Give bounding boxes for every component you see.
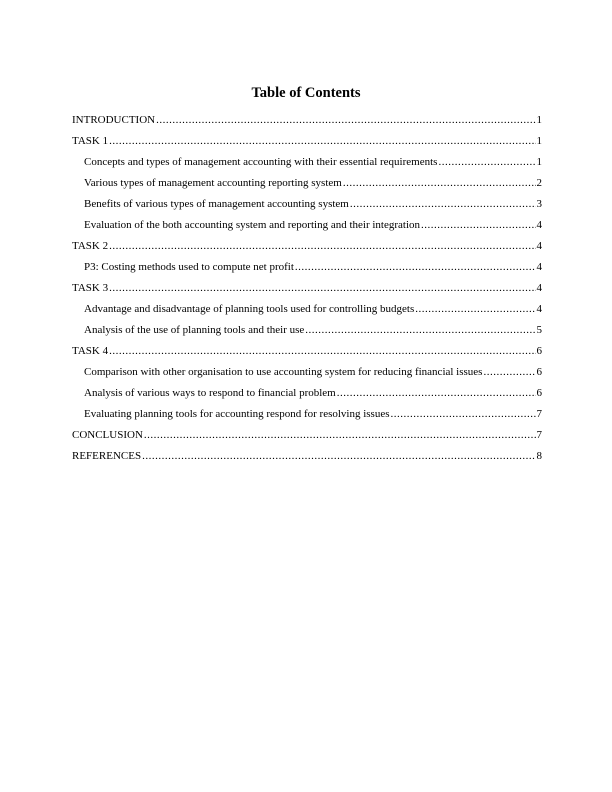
toc-page-number: 6 (536, 345, 542, 357)
toc-entry-label: P3: Costing methods used to compute net profit (84, 261, 294, 273)
toc-entry-label: REFERENCES (72, 450, 142, 462)
toc-dot-leader (109, 280, 535, 296)
toc-entry-introduction[interactable] (72, 112, 542, 133)
toc-entry-label: Evaluation of the both accounting system and reporting and their integration (84, 219, 421, 231)
toc-entry-label: CONCLUSION (72, 429, 143, 441)
toc-page-number: 7 (536, 429, 542, 441)
toc-entry-label: TASK 2 (72, 240, 109, 252)
toc-page-number: 8 (536, 450, 542, 462)
toc-dot-leader (109, 133, 535, 149)
toc-page-number: 4 (536, 240, 542, 252)
toc-entry-task-1[interactable] (72, 133, 542, 154)
toc-entry-label: TASK 1 (72, 135, 109, 147)
toc-page-number: 7 (536, 408, 542, 420)
toc-title: Table of Contents (251, 85, 361, 101)
toc-entry-financial-problem[interactable] (72, 385, 542, 406)
toc-entry-analysis-planning-tools[interactable] (72, 322, 542, 343)
toc-page-number: 1 (536, 114, 542, 126)
toc-entry-reporting-system[interactable] (72, 175, 542, 196)
toc-dot-leader (142, 448, 535, 464)
toc-dot-leader (337, 385, 536, 401)
toc-entry-benefits[interactable] (72, 196, 542, 217)
toc-dot-leader (144, 427, 536, 443)
toc-page-number: 5 (536, 324, 542, 336)
toc-page-number: 2 (536, 177, 542, 189)
toc-page-number: 1 (536, 135, 542, 147)
toc-entry-label: Benefits of various types of management accounting system (84, 198, 349, 210)
toc-dot-leader (350, 196, 536, 212)
toc-entry-label: Comparison with other organisation to use accounting system for reducing financial issues (84, 366, 483, 378)
toc-dot-leader (415, 301, 535, 317)
toc-entry-costing-methods[interactable] (72, 259, 542, 280)
toc-page-number: 1 (536, 156, 542, 168)
toc-entry-label: INTRODUCTION (72, 114, 156, 126)
toc-entry-label: Various types of management accounting reporting system (84, 177, 342, 189)
toc-list (72, 112, 542, 469)
toc-dot-leader (295, 259, 536, 275)
toc-entry-label: TASK 3 (72, 282, 109, 294)
toc-dot-leader (421, 217, 535, 233)
toc-page-number: 4 (536, 282, 542, 294)
toc-dot-leader (156, 112, 535, 128)
toc-entry-comparison[interactable] (72, 364, 542, 385)
toc-dot-leader (305, 322, 535, 338)
toc-page-number: 4 (536, 303, 542, 315)
toc-entry-task-2[interactable] (72, 238, 542, 259)
toc-dot-leader (483, 364, 535, 380)
toc-entry-label: TASK 4 (72, 345, 109, 357)
toc-page-number: 3 (536, 198, 542, 210)
toc-dot-leader (109, 343, 535, 359)
toc-entry-label: Advantage and disadvantage of planning tools used for controlling budgets (84, 303, 415, 315)
toc-entry-label: Analysis of the use of planning tools and their use (84, 324, 305, 336)
toc-entry-concepts-and-types[interactable] (72, 154, 542, 175)
toc-page-number: 4 (536, 261, 542, 273)
toc-entry-task-4[interactable] (72, 343, 542, 364)
toc-entry-advantage-disadvantage[interactable] (72, 301, 542, 322)
toc-entry-references[interactable] (72, 448, 542, 469)
toc-page-number: 4 (536, 219, 542, 231)
toc-dot-leader (391, 406, 536, 422)
toc-entry-task-3[interactable] (72, 280, 542, 301)
toc-entry-conclusion[interactable] (72, 427, 542, 448)
toc-page-number: 6 (536, 366, 542, 378)
toc-entry-evaluation[interactable] (72, 217, 542, 238)
toc-entry-label: Analysis of various ways to respond to financial problem (84, 387, 336, 399)
toc-page-number: 6 (536, 387, 542, 399)
toc-dot-leader (438, 154, 535, 170)
toc-dot-leader (109, 238, 535, 254)
toc-dot-leader (343, 175, 536, 191)
toc-entry-label: Evaluating planning tools for accounting respond for resolving issues (84, 408, 390, 420)
toc-entry-evaluating-planning-tools[interactable] (72, 406, 542, 427)
toc-entry-label: Concepts and types of management accounting with their essential requirements (84, 156, 438, 168)
